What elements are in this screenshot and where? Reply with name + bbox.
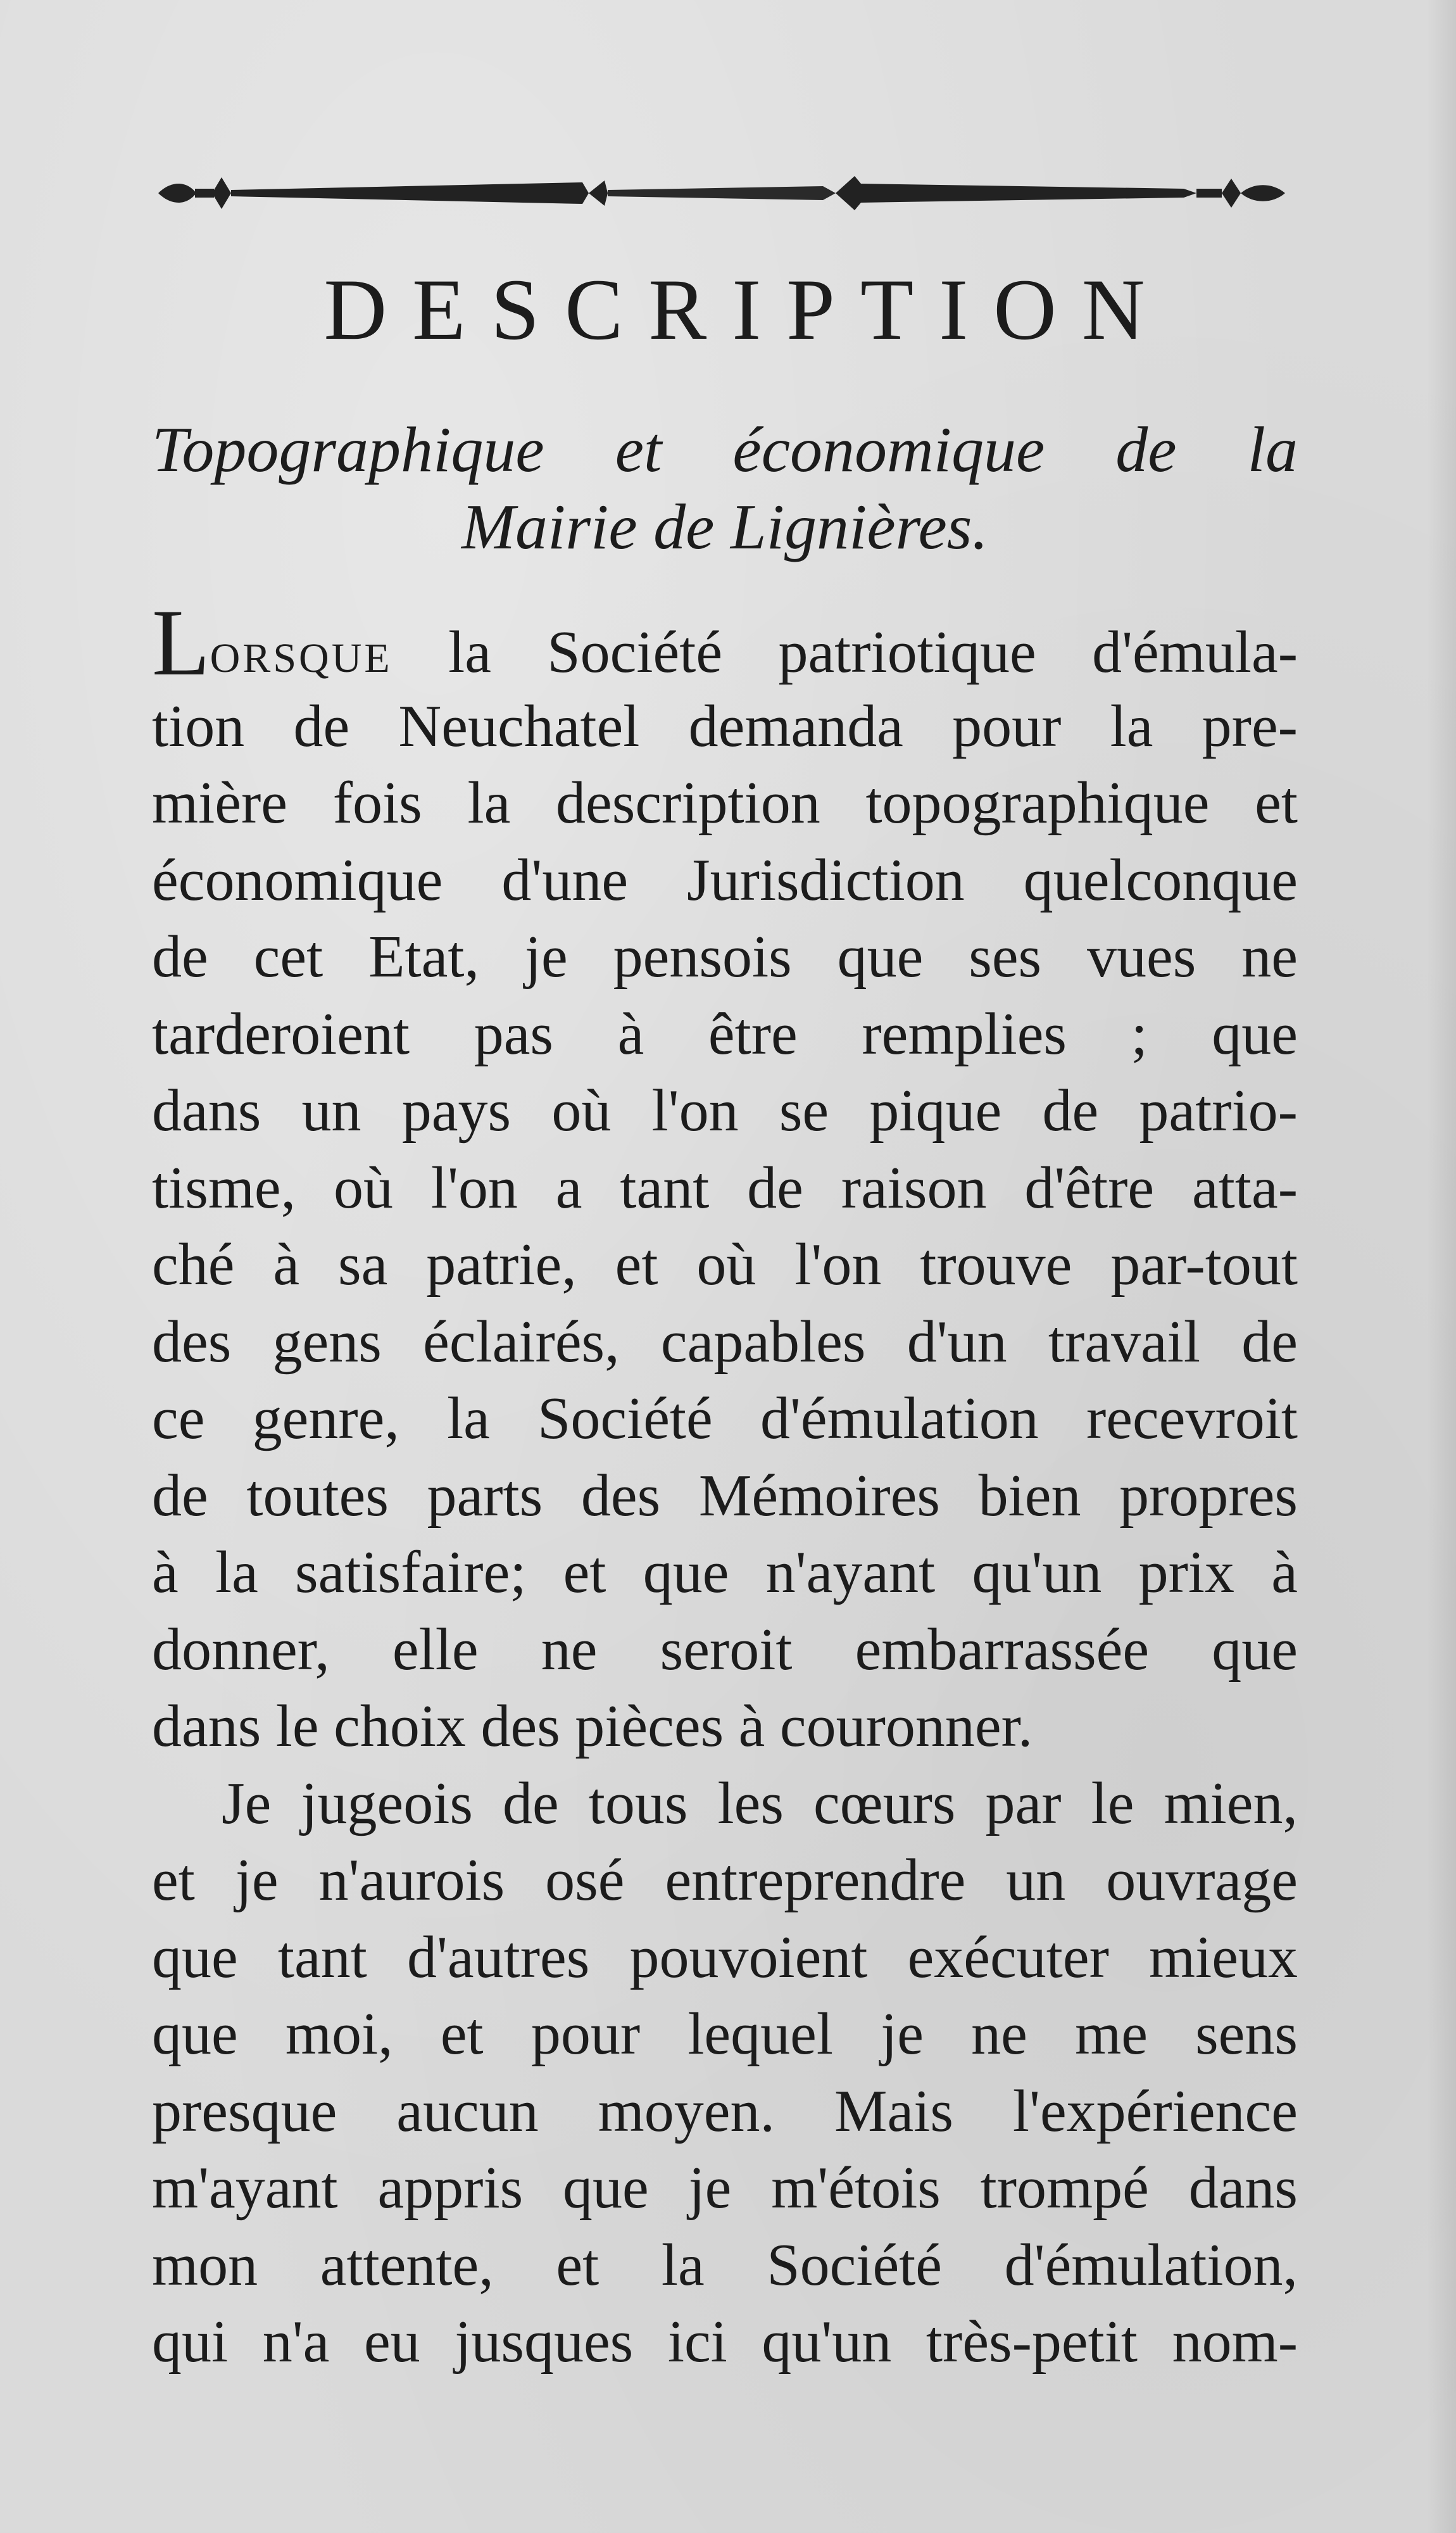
- text-line: dans le choix des pièces à couronner.: [152, 1693, 1033, 1759]
- text-line-content: la Société patriotique d'émula-: [392, 619, 1298, 685]
- text-line: Je jugeois de tous les cœurs par le mien,: [222, 1770, 1298, 1836]
- text-line: presque aucun moyen. Mais l'expérience: [152, 2078, 1298, 2144]
- ornamental-rule: [152, 158, 1291, 228]
- paragraph-2: [152, 1766, 1298, 2381]
- text-line: m'ayant appris que je m'étois trompé dans: [152, 2155, 1298, 2221]
- text-line: de toutes parts des Mémoires bien propres: [152, 1462, 1298, 1529]
- subtitle-line-2: Mairie de Lignières.: [461, 491, 988, 563]
- text-line: donner, elle ne seroit embarrassée que: [152, 1616, 1298, 1683]
- text-line: tarderoient pas à être remplies ; que: [152, 1001, 1298, 1067]
- text-line: de cet Etat, je pensois que ses vues ne: [152, 924, 1298, 990]
- text-line: à la satisfaire; et que n'ayant qu'un prix à: [152, 1539, 1298, 1605]
- text-line: ce genre, la Société d'émulation recevroit: [152, 1386, 1298, 1451]
- page-edge-shadow: [1427, 0, 1456, 2533]
- drop-cap: L: [152, 611, 210, 688]
- body-text: [152, 611, 1298, 2381]
- text-line: qui n'a eu jusques ici qu'un très-petit nom-: [152, 2309, 1298, 2375]
- text-line: que tant d'autres pouvoient exécuter mieux: [152, 1924, 1298, 1990]
- text-line: [152, 611, 1298, 688]
- text-line: mière fois la description topographique et: [152, 770, 1298, 836]
- text-line: tisme, où l'on a tant de raison d'être atta-: [152, 1154, 1298, 1221]
- text-line: dans un pays où l'on se pique de patrio-: [152, 1078, 1298, 1144]
- document-heading: DESCRIPTION: [323, 261, 1170, 358]
- text-line: économique d'une Jurisdiction quelconque: [152, 847, 1298, 913]
- document-subtitle: [152, 412, 1298, 566]
- text-line: ché à sa patrie, et où l'on trouve par-tout: [152, 1232, 1298, 1298]
- text-line: et je n'aurois osé entreprendre un ouvrage: [152, 1847, 1298, 1913]
- text-line: mon attente, et la Société d'émulation,: [152, 2232, 1298, 2298]
- text-line: tion de Neuchatel demanda pour la pre-: [152, 693, 1298, 759]
- text-line: des gens éclairés, capables d'un travail de: [152, 1308, 1298, 1375]
- text-line: que moi, et pour lequel je ne me sens: [152, 2001, 1298, 2067]
- paragraph-1: [152, 611, 1298, 1766]
- subtitle-line-1: Topographique et économique de la: [152, 414, 1298, 486]
- small-caps-word: orsque: [210, 619, 392, 685]
